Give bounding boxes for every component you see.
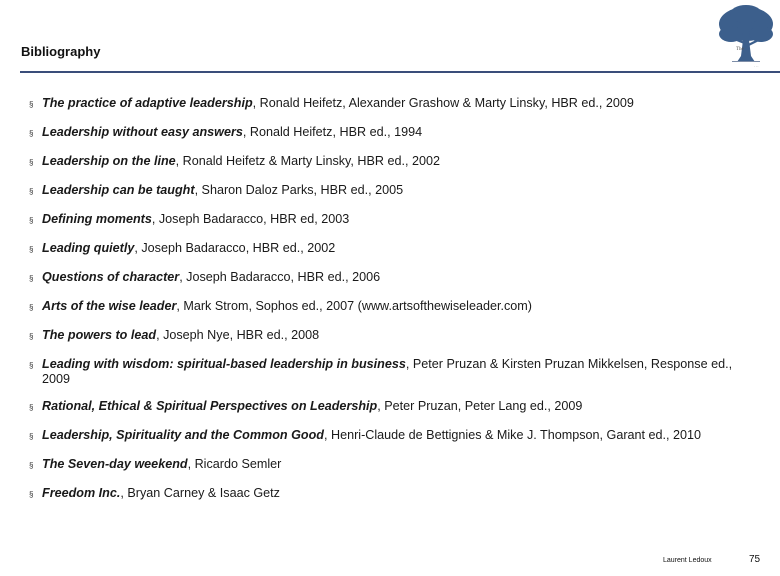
- list-item: [29, 125, 749, 142]
- bullet-icon: §: [29, 158, 34, 167]
- entry-details: , Joseph Badaracco, HBR ed., 2002: [134, 241, 336, 255]
- entry-text: [42, 212, 749, 229]
- page-title: Bibliography: [21, 44, 101, 59]
- header-rule: [20, 71, 780, 73]
- bibliography-list: [29, 96, 749, 503]
- entry-text: [42, 241, 749, 258]
- entry-title: The powers to lead: [42, 328, 157, 342]
- bullet-icon: §: [29, 432, 34, 441]
- entry-text: [42, 154, 749, 171]
- list-item: [29, 241, 749, 258]
- entry-text: [42, 299, 749, 316]
- entry-text: [42, 96, 749, 113]
- bullet-icon: §: [29, 274, 34, 283]
- entry-details: , Joseph Badaracco, HBR ed, 2003: [151, 212, 350, 226]
- bullet-icon: §: [29, 490, 34, 499]
- entry-title: Leading with wisdom: spiritual-based leadership in business: [42, 357, 406, 371]
- list-item: [29, 154, 749, 171]
- list-item: [29, 399, 749, 416]
- bullet-icon: §: [29, 216, 34, 225]
- entry-text: [42, 399, 749, 416]
- bullet-icon: §: [29, 332, 34, 341]
- entry-title: The practice of adaptive leadership: [42, 96, 253, 110]
- tree-logo-icon: [716, 4, 776, 72]
- bullet-icon: §: [29, 129, 34, 138]
- list-item: [29, 183, 749, 200]
- bullet-icon: §: [29, 187, 34, 196]
- entry-text: [42, 457, 749, 474]
- list-item: [29, 457, 749, 474]
- list-item: [29, 357, 749, 387]
- entry-title: The Seven-day weekend: [42, 457, 188, 471]
- entry-details: , Henri-Claude de Bettignies & Mike J. Thompson, Garant ed., 2010: [323, 428, 702, 442]
- entry-text: [42, 328, 749, 345]
- bullet-icon: §: [29, 361, 34, 370]
- entry-title: Leadership on the line: [42, 154, 176, 168]
- bullet-icon: §: [29, 403, 34, 412]
- entry-details: , Sharon Daloz Parks, HBR ed., 2005: [194, 183, 404, 197]
- list-item: [29, 428, 749, 445]
- list-item: [29, 96, 749, 113]
- bullet-icon: §: [29, 303, 34, 312]
- entry-title: Rational, Ethical & Spiritual Perspectives on Leadership: [42, 399, 378, 413]
- list-item: [29, 328, 749, 345]
- entry-title: Leading quietly: [42, 241, 135, 255]
- page-number: 75: [749, 554, 761, 565]
- entry-text: [42, 428, 749, 445]
- entry-title: Questions of character: [42, 270, 180, 284]
- entry-details: , Joseph Nye, HBR ed., 2008: [156, 328, 320, 342]
- bullet-icon: §: [29, 461, 34, 470]
- entry-details: , Ricardo Semler: [187, 457, 282, 471]
- entry-title: Leadership, Spirituality and the Common Good: [42, 428, 324, 442]
- bullet-icon: §: [29, 245, 34, 254]
- footer-author: Laurent Ledoux: [663, 557, 712, 564]
- list-item: [29, 270, 749, 287]
- entry-title: Leadership without easy answers: [42, 125, 243, 139]
- entry-title: Arts of the wise leader: [42, 299, 177, 313]
- entry-details: , Ronald Heifetz, HBR ed., 1994: [242, 125, 423, 139]
- entry-details: , Peter Pruzan, Peter Lang ed., 2009: [377, 399, 583, 413]
- entry-details: , Joseph Badaracco, HBR ed., 2006: [179, 270, 381, 284]
- bullet-icon: §: [29, 100, 34, 109]
- entry-details: , Ronald Heifetz & Marty Linsky, HBR ed., 2002: [175, 154, 441, 168]
- entry-title: Defining moments: [42, 212, 152, 226]
- entry-text: [42, 125, 749, 142]
- entry-text: [42, 357, 749, 387]
- entry-details: , Bryan Carney & Isaac Getz: [120, 486, 280, 500]
- svg-text:. . .: . . .: [754, 64, 759, 68]
- list-item: [29, 299, 749, 316]
- entry-details: , Peter Pruzan & Kirsten Pruzan Mikkelsen, Response ed., 2009: [42, 357, 733, 386]
- list-item: [29, 212, 749, 229]
- entry-text: [42, 183, 749, 200]
- entry-text: [42, 270, 749, 287]
- entry-title: Leadership can be taught: [42, 183, 195, 197]
- entry-details: , Mark Strom, Sophos ed., 2007 (www.artsofthewiseleader.com): [176, 299, 532, 313]
- entry-text: [42, 486, 749, 503]
- entry-title: Freedom Inc.: [42, 486, 121, 500]
- list-item: [29, 486, 749, 503]
- svg-text:The: The: [736, 47, 744, 52]
- entry-details: , Ronald Heifetz, Alexander Grashow & Marty Linsky, HBR ed., 2009: [252, 96, 634, 110]
